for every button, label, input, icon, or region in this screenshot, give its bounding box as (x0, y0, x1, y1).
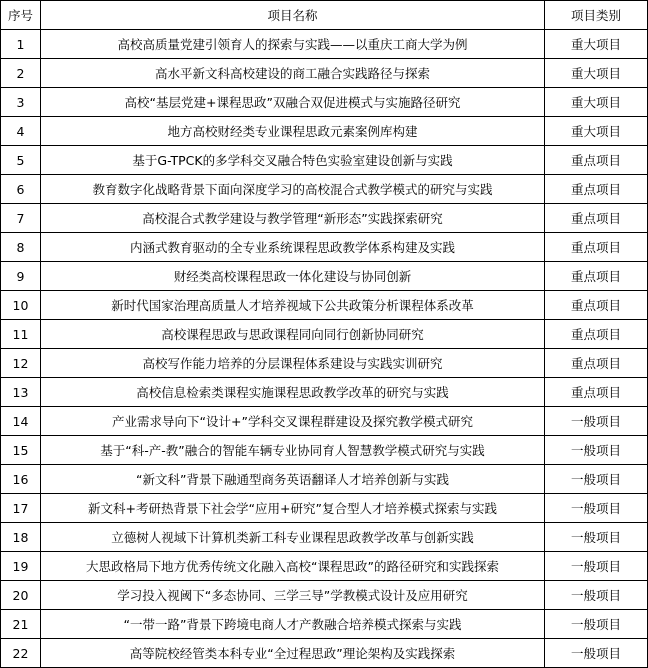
table-row (1, 291, 648, 320)
cell-project-name: 高水平新文科高校建设的商工融合实践路径与探索 (41, 59, 545, 88)
cell-project-category: 重点项目 (545, 349, 648, 378)
table-row (1, 581, 648, 610)
table-row (1, 175, 648, 204)
cell-project-category: 重大项目 (545, 30, 648, 59)
cell-project-name: 高校写作能力培养的分层课程体系建设与实践实训研究 (41, 349, 545, 378)
cell-project-category: 重点项目 (545, 175, 648, 204)
cell-project-name: 基于G-TPCK的多学科交叉融合特色实验室建设创新与实践 (41, 146, 545, 175)
cell-project-category: 一般项目 (545, 436, 648, 465)
header-index: 序号 (1, 1, 41, 30)
cell-project-name: 学习投入视阈下“多态协同、三学三导”学教模式设计及应用研究 (41, 581, 545, 610)
table-row (1, 88, 648, 117)
table-row (1, 204, 648, 233)
cell-index: 5 (1, 146, 41, 175)
cell-project-name: 高校课程思政与思政课程同向同行创新协同研究 (41, 320, 545, 349)
cell-project-category: 重点项目 (545, 291, 648, 320)
cell-index: 15 (1, 436, 41, 465)
cell-index: 21 (1, 610, 41, 639)
cell-project-category: 一般项目 (545, 523, 648, 552)
cell-project-name: 高校“基层党建+课程思政”双融合双促进模式与实施路径研究 (41, 88, 545, 117)
table-row (1, 349, 648, 378)
cell-index: 6 (1, 175, 41, 204)
cell-project-category: 重点项目 (545, 233, 648, 262)
cell-index: 4 (1, 117, 41, 146)
cell-project-name: 基于“科-产-教”融合的智能车辆专业协同育人智慧教学模式研究与实践 (41, 436, 545, 465)
cell-index: 13 (1, 378, 41, 407)
cell-project-name: “新文科”背景下融通型商务英语翻译人才培养创新与实践 (41, 465, 545, 494)
cell-project-category: 重点项目 (545, 146, 648, 175)
table-row (1, 378, 648, 407)
table-row (1, 610, 648, 639)
cell-project-name: 地方高校财经类专业课程思政元素案例库构建 (41, 117, 545, 146)
cell-project-name: 高校信息检索类课程实施课程思政教学改革的研究与实践 (41, 378, 545, 407)
cell-project-name: 内涵式教育驱动的全专业系统课程思政教学体系构建及实践 (41, 233, 545, 262)
table-row (1, 59, 648, 88)
cell-project-name: “一带一路”背景下跨境电商人才产教融合培养模式探索与实践 (41, 610, 545, 639)
cell-project-name: 高校高质量党建引领育人的探索与实践——以重庆工商大学为例 (41, 30, 545, 59)
table-row (1, 639, 648, 668)
cell-index: 11 (1, 320, 41, 349)
table-row (1, 117, 648, 146)
cell-project-category: 重大项目 (545, 117, 648, 146)
table-row (1, 494, 648, 523)
cell-project-category: 重大项目 (545, 88, 648, 117)
cell-project-category: 重点项目 (545, 378, 648, 407)
cell-project-name: 高等院校经管类本科专业“全过程思政”理论架构及实践探索 (41, 639, 545, 668)
cell-project-category: 一般项目 (545, 407, 648, 436)
cell-project-category: 一般项目 (545, 581, 648, 610)
cell-index: 1 (1, 30, 41, 59)
cell-index: 19 (1, 552, 41, 581)
cell-project-name: 大思政格局下地方优秀传统文化融入高校“课程思政”的路径研究和实践探索 (41, 552, 545, 581)
cell-index: 2 (1, 59, 41, 88)
cell-project-name: 新时代国家治理高质量人才培养视域下公共政策分析课程体系改革 (41, 291, 545, 320)
table-row (1, 146, 648, 175)
cell-index: 8 (1, 233, 41, 262)
cell-project-category: 一般项目 (545, 552, 648, 581)
header-project-category: 项目类别 (545, 1, 648, 30)
cell-index: 16 (1, 465, 41, 494)
cell-project-category: 重点项目 (545, 262, 648, 291)
table-header-row (1, 1, 648, 30)
table-row (1, 30, 648, 59)
cell-project-category: 一般项目 (545, 639, 648, 668)
cell-index: 12 (1, 349, 41, 378)
cell-index: 10 (1, 291, 41, 320)
cell-project-name: 财经类高校课程思政一体化建设与协同创新 (41, 262, 545, 291)
cell-project-name: 产业需求导向下“设计+”学科交叉课程群建设及探究教学模式研究 (41, 407, 545, 436)
cell-index: 17 (1, 494, 41, 523)
table-row (1, 436, 648, 465)
table-row (1, 262, 648, 291)
header-project-name: 项目名称 (41, 1, 545, 30)
cell-project-name: 高校混合式教学建设与教学管理“新形态”实践探索研究 (41, 204, 545, 233)
table-row (1, 465, 648, 494)
cell-project-category: 一般项目 (545, 494, 648, 523)
cell-index: 9 (1, 262, 41, 291)
cell-index: 3 (1, 88, 41, 117)
table-row (1, 523, 648, 552)
cell-index: 7 (1, 204, 41, 233)
cell-project-name: 新文科+考研热背景下社会学“应用+研究”复合型人才培养模式探索与实践 (41, 494, 545, 523)
cell-index: 20 (1, 581, 41, 610)
cell-project-category: 一般项目 (545, 465, 648, 494)
cell-index: 18 (1, 523, 41, 552)
cell-project-category: 重大项目 (545, 59, 648, 88)
cell-project-name: 教育数字化战略背景下面向深度学习的高校混合式教学模式的研究与实践 (41, 175, 545, 204)
cell-project-category: 重点项目 (545, 320, 648, 349)
cell-project-name: 立德树人视域下计算机类新工科专业课程思政教学改革与创新实践 (41, 523, 545, 552)
table-row (1, 552, 648, 581)
table-row (1, 407, 648, 436)
cell-index: 14 (1, 407, 41, 436)
cell-project-category: 一般项目 (545, 610, 648, 639)
cell-project-category: 重点项目 (545, 204, 648, 233)
table-row (1, 320, 648, 349)
cell-index: 22 (1, 639, 41, 668)
table-row (1, 233, 648, 262)
